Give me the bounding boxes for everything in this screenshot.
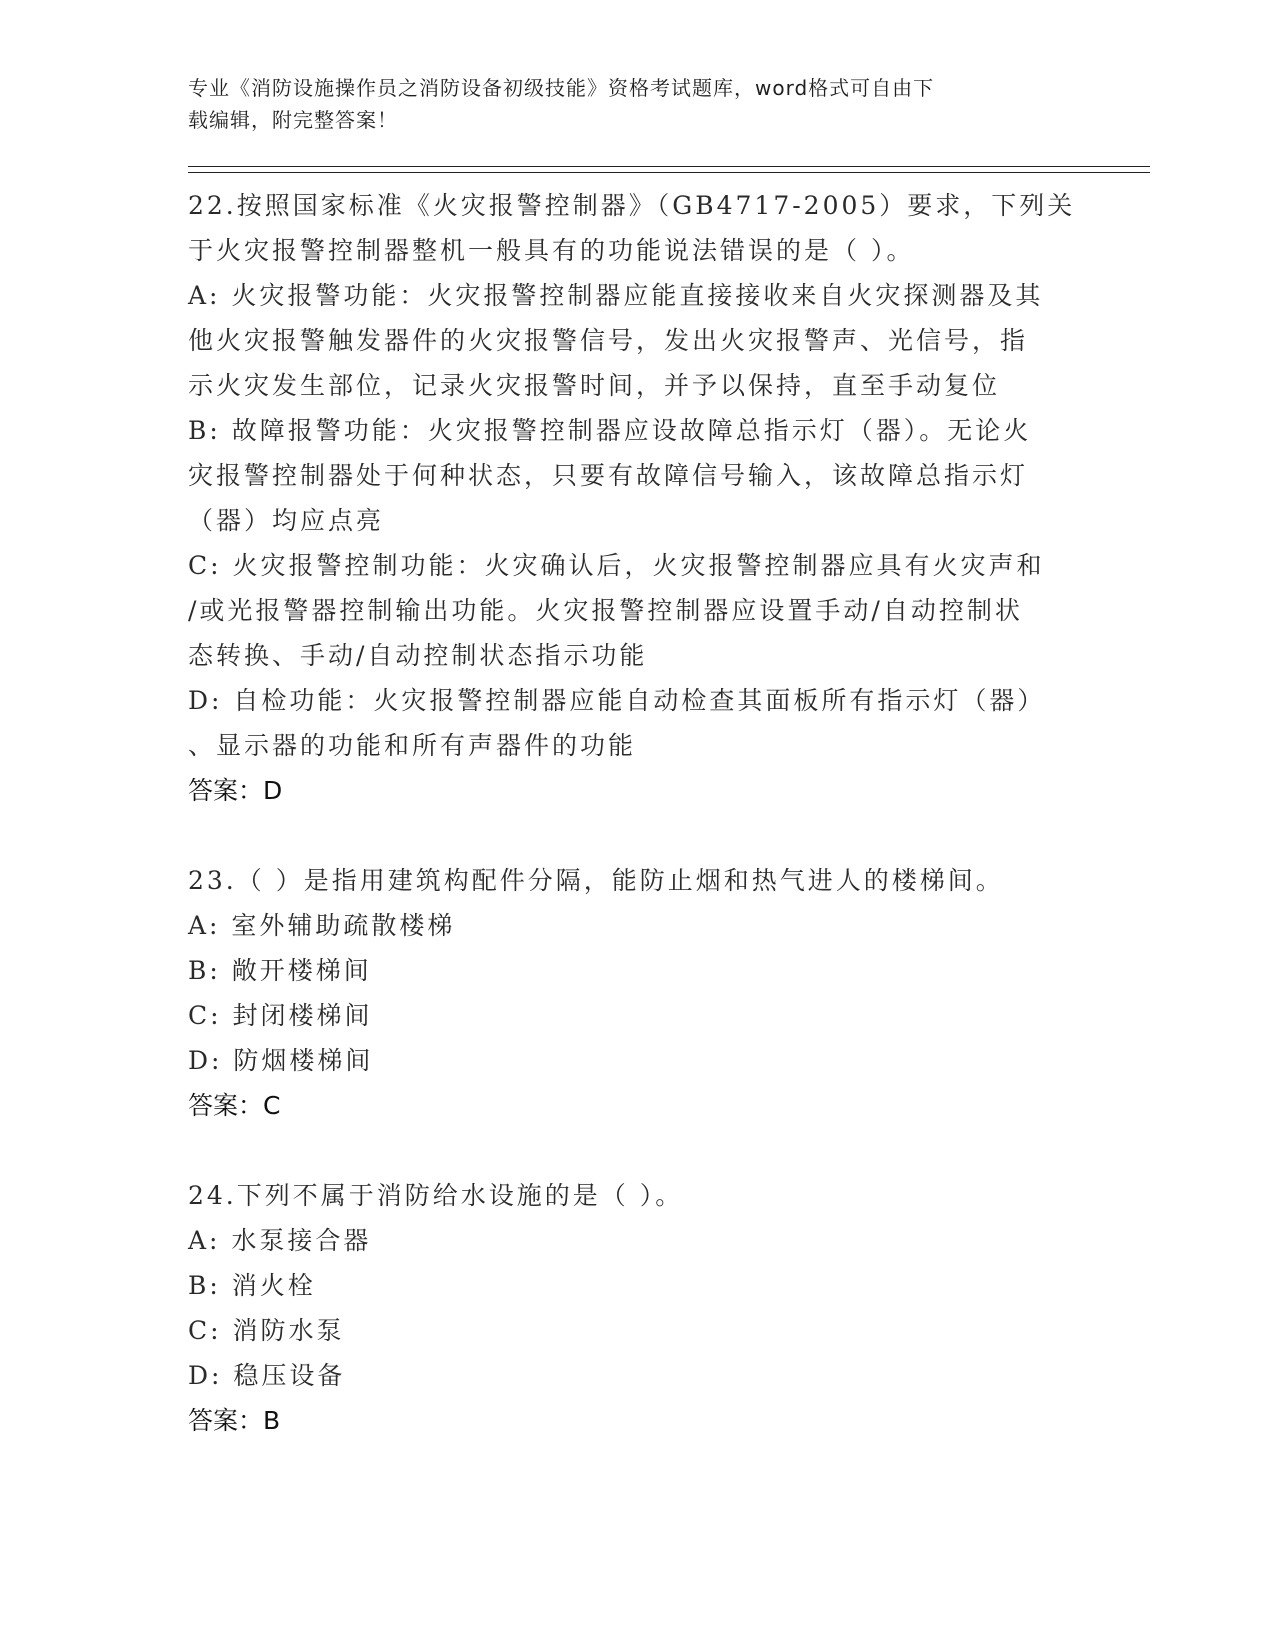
option-b-line: B: 敞开楼梯间 <box>188 956 372 985</box>
question-text-line: 24.下列不属于消防给水设施的是（ ）。 <box>188 1181 684 1210</box>
option-b-line: （器）均应点亮 <box>188 506 385 535</box>
answer-label: 答案：C <box>188 1091 281 1120</box>
option-c-line: C: 火灾报警控制功能：火灾确认后，火灾报警控制器应具有火灾声和 <box>188 551 1045 580</box>
header-line-1: 专业《消防设施操作员之消防设备初级技能》资格考试题库，word格式可自由下 <box>188 76 935 100</box>
question-text-line: 于火灾报警控制器整机一般具有的功能说法错误的是（ ）。 <box>188 236 915 265</box>
option-a-line: A: 室外辅助疏散楼梯 <box>188 911 456 940</box>
option-a-line: A: 火灾报警功能：火灾报警控制器应能直接接收来自火灾探测器及其 <box>188 281 1044 310</box>
option-c-line: /或光报警器控制输出功能。火灾报警控制器应设置手动/自动控制状 <box>188 596 1023 625</box>
document-page <box>188 72 1148 1444</box>
option-b-line: B: 故障报警功能：火灾报警控制器应设故障总指示灯（器）。无论火 <box>188 416 1032 445</box>
option-d-line: D: 稳压设备 <box>188 1361 346 1390</box>
question-text-line: 23.（ ）是指用建筑构配件分隔，能防止烟和热气进人的楼梯间。 <box>188 866 1004 895</box>
answer-label: 答案：D <box>188 776 283 805</box>
header-line-2: 载编辑，附完整答案！ <box>188 108 398 132</box>
answer-label: 答案：B <box>188 1406 281 1435</box>
option-d-line: D: 自检功能：火灾报警控制器应能自动检查其面板所有指示灯（器） <box>188 686 1046 715</box>
option-b-line: 灾报警控制器处于何种状态，只要有故障信号输入，该故障总指示灯 <box>188 461 1029 490</box>
option-d-line: 、显示器的功能和所有声器件的功能 <box>188 731 637 760</box>
option-c-line: 态转换、手动/自动控制状态指示功能 <box>188 641 648 670</box>
question-22 <box>188 183 1148 814</box>
header-divider <box>188 166 1150 173</box>
option-b-line: B: 消火栓 <box>188 1271 316 1300</box>
option-a-line: A: 水泵接合器 <box>188 1226 372 1255</box>
option-d-line: D: 防烟楼梯间 <box>188 1046 374 1075</box>
question-spacer <box>188 814 1148 858</box>
question-24 <box>188 1173 1148 1444</box>
option-c-line: C: 消防水泵 <box>188 1316 345 1345</box>
option-a-line: 示火灾发生部位，记录火灾报警时间，并予以保持，直至手动复位 <box>188 371 1001 400</box>
option-c-line: C: 封闭楼梯间 <box>188 1001 373 1030</box>
option-a-line: 他火灾报警触发器件的火灾报警信号，发出火灾报警声、光信号，指 <box>188 326 1029 355</box>
question-spacer <box>188 1129 1148 1173</box>
question-text-line: 22.按照国家标准《火灾报警控制器》（GB4717-2005）要求，下列关 <box>188 191 1076 220</box>
question-23 <box>188 858 1148 1129</box>
